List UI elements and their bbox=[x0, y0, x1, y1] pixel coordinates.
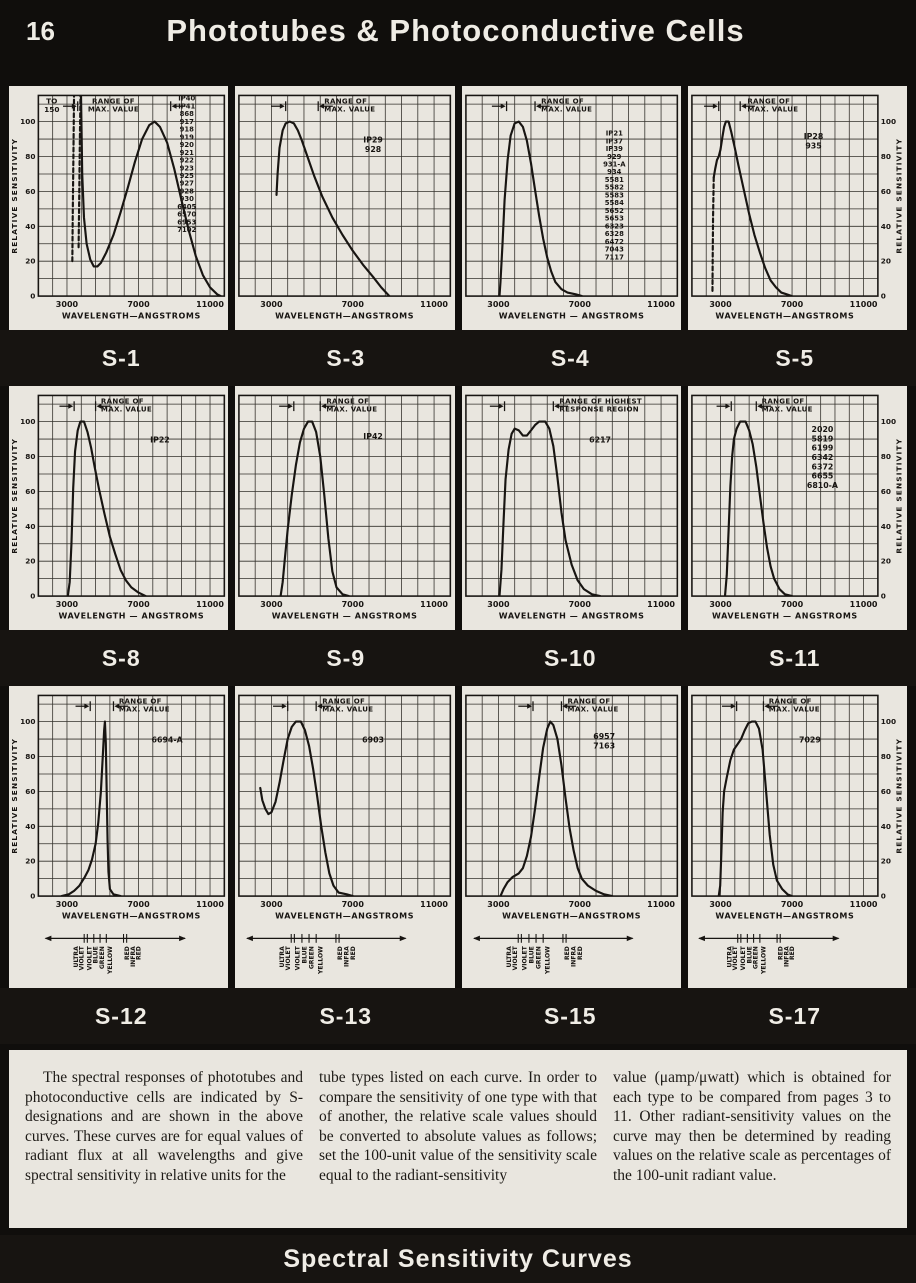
page-number: 16 bbox=[26, 15, 55, 46]
svg-text:80: 80 bbox=[25, 752, 36, 762]
svg-text:40: 40 bbox=[25, 221, 36, 231]
svg-text:IP21: IP21 bbox=[605, 129, 623, 138]
svg-text:3000: 3000 bbox=[260, 599, 283, 609]
svg-text:RED: RED bbox=[777, 946, 785, 961]
svg-text:20: 20 bbox=[25, 256, 36, 266]
svg-text:3000: 3000 bbox=[709, 899, 732, 909]
svg-text:5652: 5652 bbox=[604, 206, 624, 215]
svg-text:WAVELENGTH — ANGSTROMS: WAVELENGTH — ANGSTROMS bbox=[58, 611, 205, 621]
spectrum-scale-s12 bbox=[9, 928, 228, 989]
svg-text:20: 20 bbox=[880, 856, 891, 866]
chart-panel-s9 bbox=[235, 386, 454, 630]
chart-s17 bbox=[688, 688, 907, 928]
svg-text:VIOLET: VIOLET bbox=[731, 946, 739, 971]
spectral-chart-s-12-svg bbox=[9, 688, 228, 928]
svg-text:6810-A: 6810-A bbox=[806, 480, 838, 490]
chart-panel-s17 bbox=[688, 686, 907, 988]
svg-text:40: 40 bbox=[880, 521, 891, 531]
spectrum-scale-s17 bbox=[688, 928, 907, 989]
spectral-chart-s-15-svg bbox=[462, 688, 681, 928]
svg-text:6199: 6199 bbox=[811, 443, 834, 453]
svg-text:7029: 7029 bbox=[798, 735, 821, 745]
svg-text:917: 917 bbox=[179, 117, 194, 126]
svg-text:MAX. VALUE: MAX. VALUE bbox=[100, 404, 153, 414]
svg-text:VIOLET: VIOLET bbox=[78, 946, 86, 971]
svg-text:7043: 7043 bbox=[604, 245, 624, 254]
band-label-s15: S-15 bbox=[543, 1002, 597, 1029]
svg-text:6903: 6903 bbox=[362, 735, 385, 745]
svg-text:11000: 11000 bbox=[849, 899, 878, 909]
svg-text:GREEN: GREEN bbox=[752, 946, 760, 970]
svg-text:11000: 11000 bbox=[646, 299, 675, 309]
svg-text:RANGE OF HIGHEST: RANGE OF HIGHEST bbox=[558, 396, 642, 406]
svg-text:60: 60 bbox=[25, 786, 36, 796]
svg-text:YELLOW: YELLOW bbox=[760, 946, 768, 975]
svg-text:7000: 7000 bbox=[780, 299, 803, 309]
svg-text:923: 923 bbox=[179, 164, 194, 173]
svg-text:ULTRA: ULTRA bbox=[726, 946, 734, 968]
svg-text:WAVELENGTH — ANGSTROMS: WAVELENGTH — ANGSTROMS bbox=[711, 611, 858, 621]
svg-text:GREEN: GREEN bbox=[308, 946, 316, 970]
spectral-chart-s-3-svg bbox=[235, 88, 454, 328]
svg-text:RED: RED bbox=[563, 946, 571, 961]
band-label-s10: S-10 bbox=[543, 644, 597, 671]
svg-text:11000: 11000 bbox=[646, 599, 675, 609]
chart-panel-s8 bbox=[9, 386, 228, 630]
svg-text:BLUE: BLUE bbox=[301, 946, 309, 964]
spectral-chart-s-5-svg bbox=[688, 88, 907, 328]
svg-text:RANGE OF: RANGE OF bbox=[324, 96, 368, 106]
band-label-s1: S-1 bbox=[101, 344, 141, 371]
svg-text:INFRA: INFRA bbox=[343, 946, 351, 967]
svg-text:2020: 2020 bbox=[811, 425, 834, 435]
svg-text:7117: 7117 bbox=[604, 253, 624, 262]
svg-text:6655: 6655 bbox=[811, 471, 834, 481]
svg-text:3000: 3000 bbox=[260, 299, 283, 309]
svg-text:925: 925 bbox=[179, 171, 194, 180]
svg-text:11000: 11000 bbox=[420, 299, 449, 309]
svg-text:20: 20 bbox=[25, 556, 36, 566]
band-label-s11: S-11 bbox=[769, 644, 821, 671]
svg-text:YELLOW: YELLOW bbox=[317, 946, 325, 975]
chart-panel-s15 bbox=[462, 686, 681, 988]
svg-text:11000: 11000 bbox=[196, 299, 224, 309]
svg-text:3000: 3000 bbox=[260, 899, 283, 909]
band-label-s13: S-13 bbox=[319, 1002, 373, 1029]
svg-text:IP40: IP40 bbox=[178, 94, 196, 103]
svg-text:60: 60 bbox=[25, 486, 36, 496]
band-label-s8: S-8 bbox=[101, 644, 141, 671]
svg-text:100: 100 bbox=[20, 717, 36, 727]
chart-s10 bbox=[462, 388, 681, 628]
svg-text:GREEN: GREEN bbox=[98, 946, 106, 970]
svg-text:928: 928 bbox=[179, 187, 194, 196]
svg-text:INFRA: INFRA bbox=[570, 946, 578, 967]
chart-row-2 bbox=[9, 386, 907, 630]
svg-text:IP28: IP28 bbox=[803, 132, 824, 142]
svg-text:RANGE OF: RANGE OF bbox=[92, 96, 135, 106]
svg-text:IP37: IP37 bbox=[605, 137, 623, 146]
band-label-s4: S-4 bbox=[550, 344, 590, 371]
svg-text:6217: 6217 bbox=[588, 435, 611, 445]
svg-text:80: 80 bbox=[25, 152, 36, 162]
svg-text:WAVELENGTH — ANGSTROMS: WAVELENGTH — ANGSTROMS bbox=[498, 611, 644, 621]
svg-text:GREEN: GREEN bbox=[534, 946, 542, 970]
svg-text:100: 100 bbox=[880, 717, 896, 727]
spectrum-scale-s13 bbox=[235, 928, 454, 989]
svg-text:IP41: IP41 bbox=[178, 102, 196, 111]
page-header bbox=[0, 0, 916, 62]
svg-text:0: 0 bbox=[30, 891, 36, 901]
svg-text:40: 40 bbox=[880, 821, 891, 831]
svg-text:BLUE: BLUE bbox=[746, 946, 754, 964]
svg-text:80: 80 bbox=[880, 452, 891, 462]
svg-text:TO: TO bbox=[46, 96, 58, 106]
svg-text:928: 928 bbox=[365, 144, 382, 154]
svg-text:RELATIVE SENSITIVITY: RELATIVE SENSITIVITY bbox=[894, 137, 904, 254]
designation-band-1 bbox=[0, 330, 916, 386]
svg-text:6342: 6342 bbox=[811, 452, 834, 462]
svg-text:MAX. VALUE: MAX. VALUE bbox=[768, 704, 820, 714]
footer-title: Spectral Sensitivity Curves bbox=[283, 1244, 633, 1273]
svg-text:7000: 7000 bbox=[780, 899, 803, 909]
spectral-chart-s-11-svg bbox=[688, 388, 907, 628]
svg-text:BLUE: BLUE bbox=[92, 946, 100, 964]
svg-text:7000: 7000 bbox=[568, 299, 591, 309]
spectral-chart-s-9-svg bbox=[235, 388, 454, 628]
svg-text:100: 100 bbox=[880, 117, 896, 127]
chart-s4 bbox=[462, 88, 681, 328]
svg-text:5582: 5582 bbox=[604, 183, 624, 192]
chart-s15 bbox=[462, 688, 681, 928]
svg-text:11000: 11000 bbox=[849, 299, 878, 309]
svg-text:60: 60 bbox=[880, 486, 891, 496]
svg-text:0: 0 bbox=[30, 291, 36, 301]
svg-text:150: 150 bbox=[44, 105, 60, 115]
chart-panel-s3 bbox=[235, 86, 454, 330]
text-column-2: tube types listed on each curve. In order to compare the sensitivity of one type with that of another, the relative scale values should be converted to absolute values as follows; set the 100-unit value of the sensitivity scale equal to the radiant-sensitivity bbox=[319, 1069, 597, 1184]
spectrum-color-scale-svg bbox=[235, 928, 454, 984]
svg-text:929: 929 bbox=[606, 152, 621, 161]
svg-text:6372: 6372 bbox=[811, 462, 834, 472]
chart-s12 bbox=[9, 688, 228, 928]
svg-text:6405: 6405 bbox=[177, 202, 197, 211]
page-title: Phototubes & Photoconductive Cells bbox=[166, 13, 745, 48]
svg-text:40: 40 bbox=[25, 821, 36, 831]
svg-text:RANGE OF: RANGE OF bbox=[322, 696, 366, 706]
svg-text:40: 40 bbox=[880, 221, 891, 231]
svg-text:11000: 11000 bbox=[420, 899, 449, 909]
svg-text:7000: 7000 bbox=[341, 899, 365, 909]
svg-text:7163: 7163 bbox=[592, 741, 615, 751]
svg-text:3000: 3000 bbox=[55, 899, 79, 909]
designation-band-2 bbox=[0, 630, 916, 686]
svg-text:0: 0 bbox=[880, 291, 886, 301]
spectral-chart-s-4-svg bbox=[462, 88, 681, 328]
svg-text:RESPONSE REGION: RESPONSE REGION bbox=[558, 404, 639, 414]
chart-panel-s12 bbox=[9, 686, 228, 988]
chart-panel-s11 bbox=[688, 386, 907, 630]
svg-text:6694-A: 6694-A bbox=[151, 735, 183, 745]
svg-text:RANGE OF: RANGE OF bbox=[326, 396, 370, 406]
svg-text:6957: 6957 bbox=[592, 732, 615, 742]
svg-text:11000: 11000 bbox=[849, 599, 878, 609]
chart-s9 bbox=[235, 388, 454, 628]
svg-text:MAX. VALUE: MAX. VALUE bbox=[761, 404, 813, 414]
svg-text:VIOLET: VIOLET bbox=[739, 946, 747, 971]
svg-text:WAVELENGTH—ANGSTROMS: WAVELENGTH—ANGSTROMS bbox=[61, 311, 201, 321]
svg-text:IP22: IP22 bbox=[150, 435, 170, 445]
svg-text:MAX. VALUE: MAX. VALUE bbox=[87, 104, 139, 114]
svg-text:WAVELENGTH — ANGSTROMS: WAVELENGTH — ANGSTROMS bbox=[498, 311, 644, 321]
svg-text:7000: 7000 bbox=[568, 899, 591, 909]
svg-text:RED: RED bbox=[124, 946, 132, 961]
chart-panel-s5 bbox=[688, 86, 907, 330]
svg-text:YELLOW: YELLOW bbox=[544, 946, 552, 975]
page-footer bbox=[0, 1235, 916, 1283]
chart-panel-s10 bbox=[462, 386, 681, 630]
chart-s3 bbox=[235, 88, 454, 328]
svg-text:7000: 7000 bbox=[780, 599, 803, 609]
svg-text:MAX. VALUE: MAX. VALUE bbox=[326, 404, 378, 414]
svg-text:3000: 3000 bbox=[709, 299, 732, 309]
svg-text:RELATIVE SENSITIVITY: RELATIVE SENSITIVITY bbox=[9, 437, 19, 554]
svg-text:RANGE OF: RANGE OF bbox=[567, 696, 610, 706]
svg-text:934: 934 bbox=[606, 168, 621, 177]
svg-text:RANGE OF: RANGE OF bbox=[747, 96, 791, 106]
svg-text:WAVELENGTH—ANGSTROMS: WAVELENGTH—ANGSTROMS bbox=[501, 911, 641, 921]
chart-s11 bbox=[688, 388, 907, 628]
svg-text:80: 80 bbox=[880, 152, 891, 162]
svg-text:60: 60 bbox=[880, 186, 891, 196]
spectral-chart-s-1-svg bbox=[9, 88, 228, 328]
chart-s5 bbox=[688, 88, 907, 328]
chart-s8 bbox=[9, 388, 228, 628]
svg-text:930: 930 bbox=[179, 195, 194, 204]
svg-text:MAX. VALUE: MAX. VALUE bbox=[118, 704, 170, 714]
svg-text:RANGE OF: RANGE OF bbox=[768, 696, 812, 706]
svg-text:7000: 7000 bbox=[127, 299, 150, 309]
svg-text:RED: RED bbox=[350, 946, 358, 961]
svg-text:80: 80 bbox=[880, 752, 891, 762]
svg-text:RELATIVE SENSITIVITY: RELATIVE SENSITIVITY bbox=[894, 737, 904, 854]
chart-panel-s13 bbox=[235, 686, 454, 988]
svg-text:3000: 3000 bbox=[486, 899, 510, 909]
spectrum-color-scale-svg bbox=[688, 928, 907, 984]
svg-text:60: 60 bbox=[25, 186, 36, 196]
svg-text:7000: 7000 bbox=[127, 599, 150, 609]
svg-text:5584: 5584 bbox=[604, 199, 624, 208]
svg-text:60: 60 bbox=[880, 786, 891, 796]
svg-text:WAVELENGTH—ANGSTROMS: WAVELENGTH—ANGSTROMS bbox=[715, 911, 855, 921]
svg-text:RED: RED bbox=[337, 946, 345, 961]
svg-text:868: 868 bbox=[179, 110, 194, 119]
svg-text:918: 918 bbox=[179, 125, 194, 134]
svg-text:7000: 7000 bbox=[341, 299, 365, 309]
spectral-chart-s-10-svg bbox=[462, 388, 681, 628]
svg-text:IP29: IP29 bbox=[363, 135, 384, 145]
svg-text:ULTRA: ULTRA bbox=[73, 946, 81, 968]
svg-text:3000: 3000 bbox=[709, 599, 732, 609]
svg-text:RANGE OF: RANGE OF bbox=[761, 396, 805, 406]
svg-text:100: 100 bbox=[880, 417, 896, 427]
description-text bbox=[9, 1050, 907, 1228]
chart-row-1 bbox=[9, 86, 907, 330]
band-label-s17: S-17 bbox=[768, 1002, 822, 1029]
svg-text:MAX. VALUE: MAX. VALUE bbox=[540, 104, 592, 114]
svg-text:80: 80 bbox=[25, 452, 36, 462]
svg-text:INFRA: INFRA bbox=[783, 946, 791, 967]
band-label-s9: S-9 bbox=[326, 644, 366, 671]
svg-text:ULTRA: ULTRA bbox=[505, 946, 513, 968]
text-column-1: The spectral responses of phototubes and photoconductive cells are indicated by S-designations and are shown in the above curves. These curves are for equal values of radiant flux at all wavelengths and give spectral sensitivity in relative units for the bbox=[25, 1069, 303, 1184]
svg-text:927: 927 bbox=[179, 179, 194, 188]
svg-text:RED: RED bbox=[576, 946, 584, 961]
svg-text:WAVELENGTH—ANGSTROMS: WAVELENGTH—ANGSTROMS bbox=[275, 311, 415, 321]
svg-text:VIOLET: VIOLET bbox=[285, 946, 293, 971]
svg-text:5653: 5653 bbox=[604, 214, 624, 223]
svg-text:RANGE OF: RANGE OF bbox=[100, 396, 144, 406]
svg-text:20: 20 bbox=[880, 556, 891, 566]
svg-text:RELATIVE SENSITIVITY: RELATIVE SENSITIVITY bbox=[894, 437, 904, 554]
svg-text:IP39: IP39 bbox=[605, 145, 623, 154]
svg-text:RELATIVE SENSITIVITY: RELATIVE SENSITIVITY bbox=[9, 737, 19, 854]
svg-text:3000: 3000 bbox=[55, 299, 79, 309]
band-label-s5: S-5 bbox=[775, 344, 815, 371]
chart-row-3 bbox=[9, 686, 907, 988]
spectrum-scale-s15 bbox=[462, 928, 681, 989]
svg-text:MAX. VALUE: MAX. VALUE bbox=[322, 704, 374, 714]
svg-text:20: 20 bbox=[25, 856, 36, 866]
chart-s13 bbox=[235, 688, 454, 928]
svg-text:7000: 7000 bbox=[341, 599, 365, 609]
svg-text:922: 922 bbox=[179, 156, 194, 165]
svg-text:WAVELENGTH—ANGSTROMS: WAVELENGTH—ANGSTROMS bbox=[61, 911, 201, 921]
band-label-s12: S-12 bbox=[94, 1002, 148, 1029]
svg-text:6570: 6570 bbox=[177, 210, 197, 219]
svg-text:YELLOW: YELLOW bbox=[107, 946, 115, 975]
svg-text:931-A: 931-A bbox=[602, 160, 626, 169]
spectrum-color-scale-svg bbox=[462, 928, 681, 984]
svg-text:11000: 11000 bbox=[196, 599, 224, 609]
band-label-s3: S-3 bbox=[326, 344, 366, 371]
svg-text:5581: 5581 bbox=[604, 175, 624, 184]
svg-text:VIOLET: VIOLET bbox=[520, 946, 528, 971]
text-column-3: value (μamp/μwatt) which is obtained for each type to be compared from pages 3 to 11. Other radiant-sensitivity values on the curve may then be determined by reading values on the relative scale as percentages of the 100-unit radiant value. bbox=[613, 1069, 891, 1184]
svg-text:RANGE OF: RANGE OF bbox=[118, 696, 162, 706]
charts-area bbox=[0, 62, 916, 1044]
chart-s1 bbox=[9, 88, 228, 328]
svg-text:7000: 7000 bbox=[568, 599, 591, 609]
svg-text:6323: 6323 bbox=[604, 222, 624, 231]
svg-text:0: 0 bbox=[30, 591, 36, 601]
svg-text:WAVELENGTH—ANGSTROMS: WAVELENGTH—ANGSTROMS bbox=[275, 911, 415, 921]
svg-text:ULTRA: ULTRA bbox=[279, 946, 287, 968]
svg-text:919: 919 bbox=[179, 133, 194, 142]
svg-text:6472: 6472 bbox=[604, 237, 624, 246]
svg-text:40: 40 bbox=[25, 521, 36, 531]
svg-text:WAVELENGTH—ANGSTROMS: WAVELENGTH—ANGSTROMS bbox=[715, 311, 855, 321]
svg-text:VIOLET: VIOLET bbox=[511, 946, 519, 971]
svg-text:WAVELENGTH — ANGSTROMS: WAVELENGTH — ANGSTROMS bbox=[272, 611, 418, 621]
svg-text:920: 920 bbox=[179, 141, 194, 150]
svg-text:RED: RED bbox=[788, 946, 796, 961]
svg-text:5583: 5583 bbox=[604, 191, 624, 200]
svg-text:RED: RED bbox=[135, 946, 143, 961]
svg-text:3000: 3000 bbox=[55, 599, 79, 609]
svg-text:921: 921 bbox=[179, 148, 194, 157]
svg-text:3000: 3000 bbox=[486, 599, 510, 609]
svg-text:11000: 11000 bbox=[646, 899, 675, 909]
chart-panel-s4 bbox=[462, 86, 681, 330]
svg-text:INFRA: INFRA bbox=[129, 946, 137, 967]
svg-text:11000: 11000 bbox=[196, 899, 224, 909]
spectral-chart-s-13-svg bbox=[235, 688, 454, 928]
spectral-chart-s-8-svg bbox=[9, 388, 228, 628]
svg-text:7102: 7102 bbox=[177, 226, 197, 235]
svg-text:3000: 3000 bbox=[486, 299, 510, 309]
spectrum-color-scale-svg bbox=[9, 928, 228, 984]
svg-text:MAX. VALUE: MAX. VALUE bbox=[747, 104, 799, 114]
svg-text:RELATIVE SENSITIVITY: RELATIVE SENSITIVITY bbox=[9, 137, 19, 254]
svg-text:100: 100 bbox=[20, 417, 36, 427]
svg-text:0: 0 bbox=[880, 891, 886, 901]
designation-band-3 bbox=[0, 988, 916, 1044]
svg-text:VIOLET: VIOLET bbox=[294, 946, 302, 971]
svg-text:MAX. VALUE: MAX. VALUE bbox=[324, 104, 376, 114]
svg-text:6953: 6953 bbox=[177, 218, 197, 227]
chart-panel-s1 bbox=[9, 86, 228, 330]
svg-text:MAX. VALUE: MAX. VALUE bbox=[567, 704, 619, 714]
svg-text:100: 100 bbox=[20, 117, 36, 127]
svg-text:20: 20 bbox=[880, 256, 891, 266]
svg-text:BLUE: BLUE bbox=[527, 946, 535, 964]
svg-text:RANGE OF: RANGE OF bbox=[540, 96, 584, 106]
svg-text:935: 935 bbox=[805, 141, 822, 151]
spectral-chart-s-17-svg bbox=[688, 688, 907, 928]
svg-text:0: 0 bbox=[880, 591, 886, 601]
svg-text:7000: 7000 bbox=[127, 899, 150, 909]
svg-text:11000: 11000 bbox=[420, 599, 449, 609]
svg-text:6328: 6328 bbox=[604, 230, 624, 239]
svg-text:5819: 5819 bbox=[811, 434, 834, 444]
svg-text:VIOLET: VIOLET bbox=[86, 946, 94, 971]
svg-text:IP42: IP42 bbox=[363, 432, 384, 442]
